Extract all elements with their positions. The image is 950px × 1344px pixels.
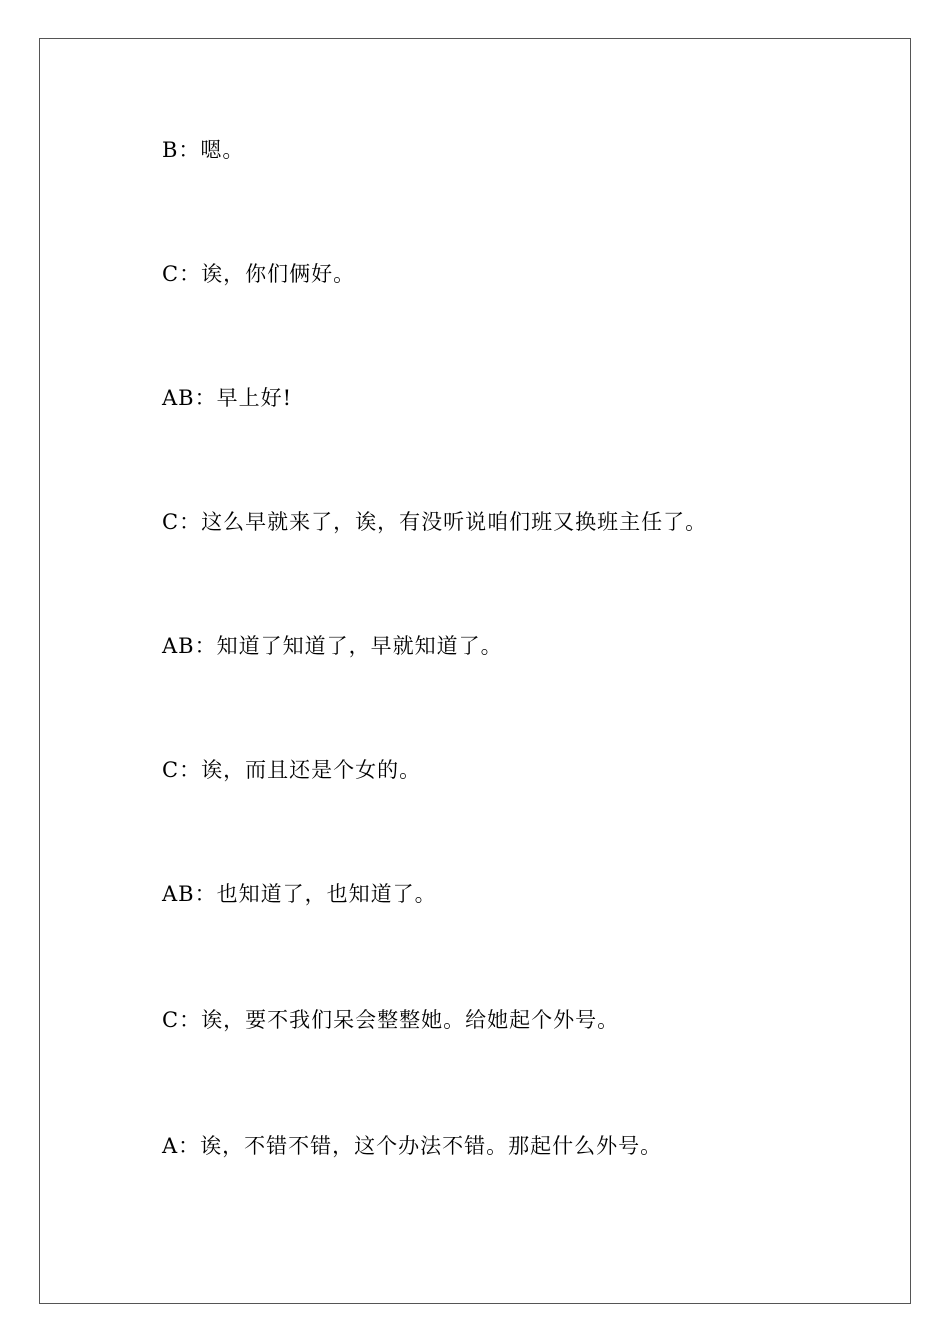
dialogue-line: AB：早上好! <box>162 386 293 410</box>
dialogue-line: AB：知道了知道了，早就知道了。 <box>162 634 503 658</box>
page-frame <box>39 38 911 1304</box>
dialogue-line: A：诶，不错不错，这个办法不错。那起什么外号。 <box>162 1134 663 1158</box>
dialogue-line: C：诶，你们俩好。 <box>162 262 356 286</box>
dialogue-line: AB：也知道了，也知道了。 <box>162 882 437 906</box>
dialogue-line: C：诶，而且还是个女的。 <box>162 758 422 782</box>
dialogue-line: C：诶，要不我们呆会整整她。给她起个外号。 <box>162 1008 620 1032</box>
dialogue-line: C：这么早就来了，诶，有没听说咱们班又换班主任了。 <box>162 510 708 534</box>
dialogue-line: B：嗯。 <box>162 138 245 162</box>
